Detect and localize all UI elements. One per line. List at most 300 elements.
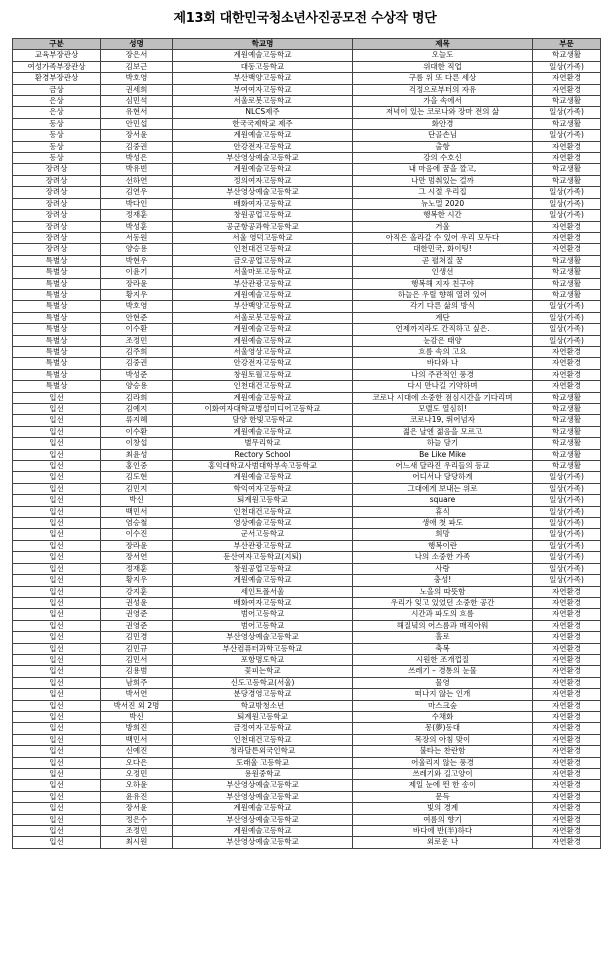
table-row <box>13 358 601 369</box>
table-row <box>13 130 601 141</box>
cell-category: 은상 <box>13 107 101 118</box>
cell-category: 입선 <box>13 746 101 757</box>
cell-work-title: 하늘은 우릴 향해 열려 있어 <box>353 289 533 300</box>
cell-category: 장려상 <box>13 210 101 221</box>
table-row <box>13 50 601 61</box>
cell-category: 장려상 <box>13 164 101 175</box>
cell-work-title: 눈감은 태양 <box>353 335 533 346</box>
cell-name: 권영준 <box>101 620 173 631</box>
cell-category: 환경부장관상 <box>13 73 101 84</box>
table-row <box>13 392 601 403</box>
cell-category: 입선 <box>13 689 101 700</box>
cell-work-title: square <box>353 495 533 506</box>
cell-category: 입선 <box>13 757 101 768</box>
cell-school: 퇴계원고등학교 <box>173 495 353 506</box>
table-row <box>13 312 601 323</box>
cell-school: 부산백양고등학교 <box>173 301 353 312</box>
cell-work-title: 행복이란 <box>353 540 533 551</box>
header-row <box>13 39 601 50</box>
table-row <box>13 677 601 688</box>
cell-name: 권세희 <box>101 84 173 95</box>
cell-category: 특별상 <box>13 289 101 300</box>
cell-school: 인천대건고등학교 <box>173 244 353 255</box>
cell-school: 세인트폴서울 <box>173 586 353 597</box>
cell-category: 장려상 <box>13 232 101 243</box>
table-row <box>13 540 601 551</box>
table-row <box>13 198 601 209</box>
cell-category: 입선 <box>13 563 101 574</box>
cell-name: 박다인 <box>101 198 173 209</box>
cell-name: 오정민 <box>101 769 173 780</box>
table-row <box>13 723 601 734</box>
table-row <box>13 506 601 517</box>
cell-division: 학교생활 <box>533 449 601 460</box>
cell-category: 입선 <box>13 609 101 620</box>
cell-school: 인천대건고등학교 <box>173 381 353 392</box>
table-row <box>13 187 601 198</box>
cell-name: 김민서 <box>101 654 173 665</box>
cell-name: 이수환 <box>101 324 173 335</box>
cell-name: 안현준 <box>101 312 173 323</box>
cell-category: 특별상 <box>13 324 101 335</box>
table-row <box>13 404 601 415</box>
table-row <box>13 472 601 483</box>
cell-name: 권성윤 <box>101 597 173 608</box>
cell-school: 정의여자고등학교 <box>173 175 353 186</box>
cell-division: 자연환경 <box>533 689 601 700</box>
cell-work-title: 흐름 속의 고요 <box>353 346 533 357</box>
cell-work-title: 언제까지라도 간직하고 싶은. <box>353 324 533 335</box>
cell-school: 꽃피는학교 <box>173 666 353 677</box>
cell-work-title: 휴식 <box>353 506 533 517</box>
cell-division: 일상(가족) <box>533 210 601 221</box>
cell-name: 백민서 <box>101 734 173 745</box>
cell-category: 입선 <box>13 620 101 631</box>
cell-division: 학교생활 <box>533 255 601 266</box>
header-name: 성명 <box>101 39 173 50</box>
cell-name: 장라윤 <box>101 540 173 551</box>
cell-work-title: 여름의 향기 <box>353 814 533 825</box>
table-row <box>13 232 601 243</box>
cell-category: 입선 <box>13 826 101 837</box>
table-row <box>13 335 601 346</box>
cell-school: 부산영상예술고등학교 <box>173 780 353 791</box>
cell-division: 학교생활 <box>533 164 601 175</box>
cell-category: 특별상 <box>13 255 101 266</box>
award-table <box>12 38 601 849</box>
cell-division: 일상(가족) <box>533 518 601 529</box>
cell-division: 자연환경 <box>533 711 601 722</box>
cell-division: 자연환경 <box>533 153 601 164</box>
table-row <box>13 769 601 780</box>
table-row <box>13 438 601 449</box>
cell-school: 범어고등학교 <box>173 620 353 631</box>
cell-category: 입선 <box>13 392 101 403</box>
cell-division: 학교생활 <box>533 278 601 289</box>
table-row <box>13 153 601 164</box>
cell-name: 최윤성 <box>101 449 173 460</box>
cell-name: 김중권 <box>101 141 173 152</box>
cell-school: 서울로봇고등학교 <box>173 312 353 323</box>
cell-name: 박신 <box>101 495 173 506</box>
cell-work-title: 불타는 찬란함 <box>353 746 533 757</box>
cell-work-title: 물영 <box>353 677 533 688</box>
cell-name: 김도현 <box>101 472 173 483</box>
table-row <box>13 620 601 631</box>
cell-work-title: 행복한 시간 <box>353 210 533 221</box>
table-row <box>13 700 601 711</box>
cell-category: 입선 <box>13 814 101 825</box>
cell-work-title: 화안경 <box>353 118 533 129</box>
cell-work-title: 어디서나 당당하게 <box>353 472 533 483</box>
cell-school: 안강전자고등학교 <box>173 141 353 152</box>
cell-name: 염승철 <box>101 518 173 529</box>
cell-category: 특별상 <box>13 312 101 323</box>
cell-name: 양승용 <box>101 244 173 255</box>
cell-work-title: 외로운 나 <box>353 837 533 848</box>
cell-category: 특별상 <box>13 301 101 312</box>
cell-category: 입선 <box>13 575 101 586</box>
cell-division: 일상(가족) <box>533 529 601 540</box>
cell-category: 입선 <box>13 654 101 665</box>
cell-school: 계원예술고등학교 <box>173 164 353 175</box>
cell-name: 홍인중 <box>101 461 173 472</box>
cell-division: 학교생활 <box>533 415 601 426</box>
cell-division: 학교생활 <box>533 392 601 403</box>
cell-work-title: 모델도 열심히! <box>353 404 533 415</box>
cell-school: 부여여자고등학교 <box>173 84 353 95</box>
cell-school: 분당경영고등학교 <box>173 689 353 700</box>
cell-work-title: 각기 다른 삶의 방식 <box>353 301 533 312</box>
cell-school: 창원공업고등학교 <box>173 210 353 221</box>
cell-work-title: 우리가 잊고 있었던 소중한 공간 <box>353 597 533 608</box>
header-school: 학교명 <box>173 39 353 50</box>
cell-school: 부산영상예술고등학교 <box>173 153 353 164</box>
cell-work-title: 떠나지 않는 인개 <box>353 689 533 700</box>
cell-work-title: 빛의 경계 <box>353 803 533 814</box>
cell-school: 인천대건고등학교 <box>173 734 353 745</box>
cell-name: 선하연 <box>101 175 173 186</box>
table-row <box>13 666 601 677</box>
table-row <box>13 609 601 620</box>
cell-school: 둔산여자고등학교(지퇴) <box>173 552 353 563</box>
cell-work-title: 거울 <box>353 221 533 232</box>
cell-division: 자연환경 <box>533 769 601 780</box>
table-row <box>13 346 601 357</box>
table-row <box>13 107 601 118</box>
cell-work-title: 그대에게 보내는 위로 <box>353 483 533 494</box>
cell-division: 자연환경 <box>533 358 601 369</box>
cell-name: 강지훈 <box>101 586 173 597</box>
table-row <box>13 746 601 757</box>
cell-work-title: 인생선 <box>353 267 533 278</box>
cell-work-title: 계단 <box>353 312 533 323</box>
document-title: 제13회 대한민국청소년사진공모전 수상작 명단 <box>173 11 437 26</box>
cell-work-title: 오늘도 <box>353 50 533 61</box>
cell-division: 자연환경 <box>533 677 601 688</box>
cell-category: 입선 <box>13 769 101 780</box>
cell-category: 입선 <box>13 711 101 722</box>
cell-school: 부산백양고등학교 <box>173 73 353 84</box>
cell-division: 자연환경 <box>533 757 601 768</box>
cell-name: 오하윤 <box>101 780 173 791</box>
cell-work-title: 젊은 날엔 젊음을 모르고 <box>353 426 533 437</box>
cell-category: 입선 <box>13 586 101 597</box>
cell-work-title: 출항 <box>353 141 533 152</box>
cell-name: 김예지 <box>101 404 173 415</box>
cell-name: 장라윤 <box>101 278 173 289</box>
cell-category: 입선 <box>13 461 101 472</box>
cell-category: 입선 <box>13 438 101 449</box>
cell-category: 장려상 <box>13 198 101 209</box>
table-row <box>13 529 601 540</box>
cell-work-title: 생애 첫 파도 <box>353 518 533 529</box>
cell-work-title: 다시 만나길 기약하며 <box>353 381 533 392</box>
table-row <box>13 461 601 472</box>
table-row <box>13 255 601 266</box>
cell-division: 일상(가족) <box>533 301 601 312</box>
cell-division: 자연환경 <box>533 244 601 255</box>
cell-work-title: 쓰레기와 길고양이 <box>353 769 533 780</box>
cell-division: 자연환경 <box>533 666 601 677</box>
cell-category: 특별상 <box>13 369 101 380</box>
cell-work-title: 마스크숲 <box>353 700 533 711</box>
cell-school: 부산영상예술고등학교 <box>173 837 353 848</box>
table-row <box>13 780 601 791</box>
cell-category: 입선 <box>13 803 101 814</box>
table-row <box>13 415 601 426</box>
table-row <box>13 96 601 107</box>
cell-category: 입선 <box>13 700 101 711</box>
cell-work-title: 나의 소중한 가족 <box>353 552 533 563</box>
cell-school: 계원예술고등학교 <box>173 335 353 346</box>
cell-work-title: 코로나19, 뛰어넘자 <box>353 415 533 426</box>
cell-division: 일상(가족) <box>533 483 601 494</box>
cell-division: 학교생활 <box>533 289 601 300</box>
cell-division: 자연환경 <box>533 369 601 380</box>
cell-category: 입선 <box>13 540 101 551</box>
cell-division: 자연환경 <box>533 700 601 711</box>
cell-category: 동상 <box>13 118 101 129</box>
cell-category: 입선 <box>13 643 101 654</box>
cell-category: 특별상 <box>13 358 101 369</box>
cell-name: 류지혜 <box>101 415 173 426</box>
cell-school: 도래울 고등학교 <box>173 757 353 768</box>
cell-name: 서동원 <box>101 232 173 243</box>
cell-name: 정은수 <box>101 814 173 825</box>
cell-school: 금오공업고등학교 <box>173 255 353 266</box>
cell-division: 일상(가족) <box>533 61 601 72</box>
table-row <box>13 643 601 654</box>
header-category: 구분 <box>13 39 101 50</box>
cell-name: 황지우 <box>101 575 173 586</box>
table-row <box>13 267 601 278</box>
cell-name: 김민경 <box>101 632 173 643</box>
cell-school: 계원예술고등학교 <box>173 392 353 403</box>
cell-school: 계원예술고등학교 <box>173 324 353 335</box>
cell-name: 안민섭 <box>101 118 173 129</box>
cell-name: 김용범 <box>101 666 173 677</box>
cell-category: 동상 <box>13 141 101 152</box>
cell-school: 이화여자대학교병설미디어고등학교 <box>173 404 353 415</box>
cell-name: 이수환 <box>101 426 173 437</box>
cell-name: 박신 <box>101 711 173 722</box>
table-row <box>13 244 601 255</box>
cell-division: 자연환경 <box>533 780 601 791</box>
cell-category: 장려상 <box>13 175 101 186</box>
cell-work-title: 사랑 <box>353 563 533 574</box>
cell-school: 배화여자고등학교 <box>173 198 353 209</box>
cell-category: 입선 <box>13 426 101 437</box>
cell-work-title: Be Like Mike <box>353 449 533 460</box>
cell-work-title: 걱정으로부터의 자유 <box>353 84 533 95</box>
table-row <box>13 369 601 380</box>
cell-work-title: 바다에 반(半)하다 <box>353 826 533 837</box>
table-row <box>13 61 601 72</box>
cell-work-title: 충성! <box>353 575 533 586</box>
cell-category: 은상 <box>13 96 101 107</box>
cell-school: 계원예술고등학교 <box>173 472 353 483</box>
cell-name: 박서연 <box>101 689 173 700</box>
cell-school: 영상예술고등학교 <box>173 518 353 529</box>
table-row <box>13 575 601 586</box>
cell-name: 신예진 <box>101 746 173 757</box>
cell-school: 대동고등학교 <box>173 61 353 72</box>
cell-work-title: 내 마음에 꿈을 깔고, <box>353 164 533 175</box>
cell-name: 박호영 <box>101 73 173 84</box>
cell-work-title: 희망 <box>353 529 533 540</box>
cell-name: 이창섭 <box>101 438 173 449</box>
cell-division: 자연환경 <box>533 723 601 734</box>
cell-work-title: 축복 <box>353 643 533 654</box>
cell-school: 배화여자고등학교 <box>173 597 353 608</box>
cell-school: 담양 한빛고등학교 <box>173 415 353 426</box>
cell-category: 입선 <box>13 552 101 563</box>
cell-category: 금상 <box>13 84 101 95</box>
cell-school: 부산관광고등학교 <box>173 278 353 289</box>
cell-school: 공군항공과학고등학교 <box>173 221 353 232</box>
cell-division: 자연환경 <box>533 141 601 152</box>
cell-work-title: 수채화 <box>353 711 533 722</box>
cell-category: 입선 <box>13 495 101 506</box>
table-row <box>13 426 601 437</box>
cell-category: 입선 <box>13 449 101 460</box>
cell-division: 일상(가족) <box>533 575 601 586</box>
cell-name: 김라희 <box>101 392 173 403</box>
cell-work-title: 제일 눈에 띈 한 송이 <box>353 780 533 791</box>
cell-name: 박현우 <box>101 255 173 266</box>
cell-work-title: 쓰레기 – 경통의 눈물 <box>353 666 533 677</box>
cell-school: 계원예술고등학교 <box>173 426 353 437</box>
table-row <box>13 654 601 665</box>
table-row <box>13 324 601 335</box>
cell-category: 입선 <box>13 723 101 734</box>
table-row <box>13 381 601 392</box>
table-row <box>13 278 601 289</box>
cell-category: 교육부장관상 <box>13 50 101 61</box>
cell-work-title: 대한민국, 화이팅! <box>353 244 533 255</box>
cell-category: 여성가족부장관상 <box>13 61 101 72</box>
cell-category: 특별상 <box>13 278 101 289</box>
cell-division: 자연환경 <box>533 381 601 392</box>
table-row <box>13 73 601 84</box>
cell-division: 자연환경 <box>533 734 601 745</box>
cell-work-title: 곧 펼쳐질 꿈 <box>353 255 533 266</box>
cell-category: 입선 <box>13 506 101 517</box>
cell-name: 정재훈 <box>101 563 173 574</box>
cell-category: 특별상 <box>13 381 101 392</box>
cell-division: 자연환경 <box>533 609 601 620</box>
cell-work-title: 홀로 <box>353 632 533 643</box>
cell-school: 한국국제학교 제주 <box>173 118 353 129</box>
table-row <box>13 175 601 186</box>
cell-school: 계원예술고등학교 <box>173 575 353 586</box>
cell-category: 입선 <box>13 415 101 426</box>
cell-work-title: 뉴노멀 2020 <box>353 198 533 209</box>
cell-name: 박성은 <box>101 153 173 164</box>
cell-division: 일상(가족) <box>533 563 601 574</box>
cell-division: 일상(가족) <box>533 495 601 506</box>
cell-division: 자연환경 <box>533 586 601 597</box>
cell-school: 계원예술고등학교 <box>173 289 353 300</box>
cell-category: 입선 <box>13 734 101 745</box>
cell-division: 일상(가족) <box>533 472 601 483</box>
cell-division: 일상(가족) <box>533 107 601 118</box>
cell-school: 부산영상예술고등학교 <box>173 791 353 802</box>
cell-work-title: 코로나 시대에 소중한 점심시간을 기다리며 <box>353 392 533 403</box>
cell-name: 김주희 <box>101 346 173 357</box>
table-row <box>13 563 601 574</box>
cell-division: 일상(가족) <box>533 552 601 563</box>
cell-school: 용원중학교 <box>173 769 353 780</box>
cell-division: 자연환경 <box>533 597 601 608</box>
cell-name: 김민규 <box>101 643 173 654</box>
cell-school: 퇴계원고등학교 <box>173 711 353 722</box>
cell-name: 조정민 <box>101 826 173 837</box>
table-row <box>13 483 601 494</box>
cell-division: 자연환경 <box>533 654 601 665</box>
cell-work-title: 몽(夢)동대 <box>353 723 533 734</box>
cell-division: 자연환경 <box>533 620 601 631</box>
header-work-title: 제목 <box>353 39 533 50</box>
cell-school: Rectory School <box>173 449 353 460</box>
cell-name: 유현서 <box>101 107 173 118</box>
cell-division: 자연환경 <box>533 791 601 802</box>
cell-name: 장서윤 <box>101 803 173 814</box>
cell-name: 권영준 <box>101 609 173 620</box>
table-row <box>13 164 601 175</box>
cell-division: 자연환경 <box>533 632 601 643</box>
cell-category: 입선 <box>13 597 101 608</box>
cell-name: 황지우 <box>101 289 173 300</box>
table-row <box>13 449 601 460</box>
cell-name: 양승용 <box>101 381 173 392</box>
cell-category: 장려상 <box>13 221 101 232</box>
cell-division: 일상(가족) <box>533 506 601 517</box>
table-row <box>13 597 601 608</box>
cell-name: 이윤기 <box>101 267 173 278</box>
cell-school: 부산영상예술고등학교 <box>173 632 353 643</box>
cell-category: 동상 <box>13 153 101 164</box>
cell-division: 일상(가족) <box>533 198 601 209</box>
cell-division: 자연환경 <box>533 814 601 825</box>
cell-category: 동상 <box>13 130 101 141</box>
cell-work-title: 바다와 나 <box>353 358 533 369</box>
cell-school: 인천대건고등학교 <box>173 506 353 517</box>
table-row <box>13 689 601 700</box>
cell-work-title: 위대한 직업 <box>353 61 533 72</box>
cell-name: 남희주 <box>101 677 173 688</box>
